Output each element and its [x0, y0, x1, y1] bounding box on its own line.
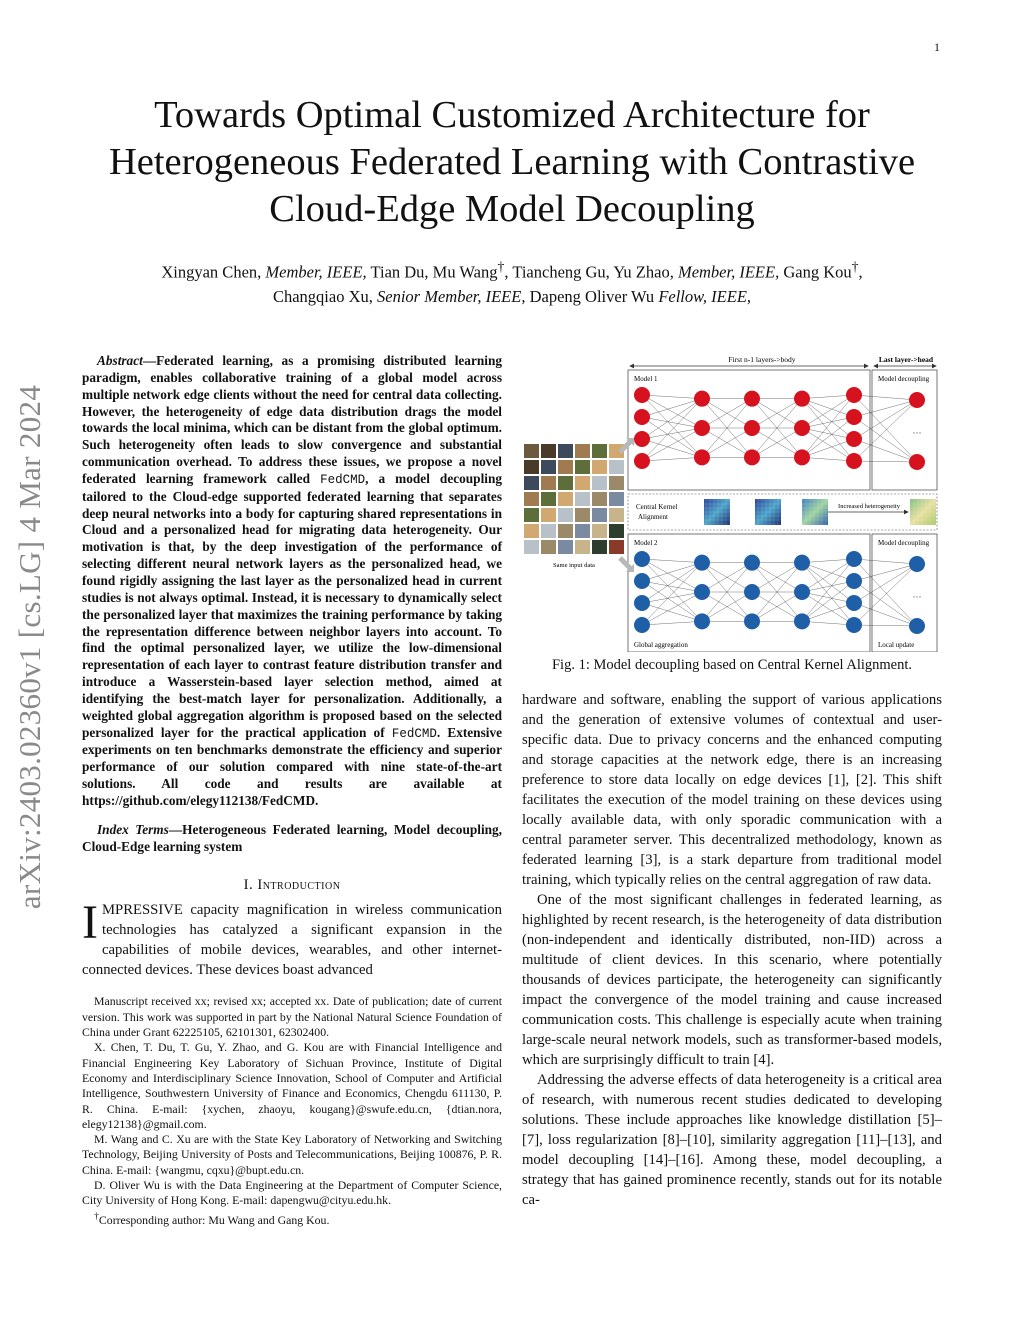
intro-paragraph-1 [82, 896, 502, 980]
input-thumbnail [524, 476, 539, 490]
input-data-label: Same input data [553, 562, 595, 569]
footnote: D. Oliver Wu is with the Data Engineering at the Department of Computer Science, City University of Hong Kong. E-mail: dapengwu@cityu.edu.hk. [82, 1178, 502, 1208]
model-2-node [694, 613, 710, 629]
index-terms-label: Index Terms [97, 821, 169, 837]
model-1-node [846, 453, 862, 469]
input-thumbnail [592, 444, 607, 458]
model-1-head-box [872, 370, 937, 490]
input-thumbnail [541, 492, 556, 506]
index-terms-text: —Heterogeneous Federated learning, Model decoupling, Cloud-Edge learning system [82, 821, 503, 854]
arxiv-id: arXiv:2403.02360v1 [cs.LG] 4 Mar 2024 [12, 384, 47, 910]
intro-paragraph-1-continued: hardware and software, enabling the support of various applications and the generation of extensive volumes of contextual and user-specific data. Due to privacy concerns and the enhanced computing and storage capacities at the network edge, there is an increasing preference to store data locally on edge devices [1], [2]. This shift facilitates the execution of the model training on these devices using locally available data, with only sporadic communication with a central parameter server. This decentralized methodology, known as federated learning [3], is a stark departure from traditional model training, which typically relies on the central aggregation of raw data. [522, 692, 942, 888]
model-2-node [794, 584, 810, 600]
model-2-node [744, 584, 760, 600]
section-heading [82, 875, 502, 895]
model-2-node [846, 573, 862, 589]
model-1-node [744, 420, 760, 436]
model-1-edge [642, 395, 702, 457]
footnotes [82, 994, 502, 1227]
footnote: M. Wang and C. Xu are with the State Key Laboratory of Networking and Switching Technology, Beijing University of Posts and Telecommunications, Beijing 100876, P. R. China. E-mail: {wangmu, cqxu}@bupt.edu.cn. [82, 1132, 502, 1177]
footnote [82, 1209, 502, 1228]
model-2-edge [642, 621, 702, 625]
cka-label-line-1: Central Kernel [636, 503, 678, 511]
dropcap: I [82, 896, 98, 950]
model-2-head-node [909, 556, 925, 572]
paragraph-text: MPRESSIVE capacity magnification in wireless communication technologies has catalyzed a significant expansion in the capabilities of mobile devices, wearables, and other internet-connected devices. These devices boast advanced [82, 902, 502, 979]
model-2-edge [854, 625, 917, 626]
model-2-node [694, 555, 710, 571]
model-1-edge [642, 395, 702, 399]
model-2-node [744, 555, 760, 571]
author-text: Changqiao Xu, [272, 286, 377, 306]
input-thumbnail [609, 540, 624, 554]
author-affil: Member, IEEE, [265, 262, 367, 282]
input-thumbnail [558, 508, 573, 522]
figure-1 [522, 352, 942, 652]
model-1-edge [854, 400, 917, 439]
input-thumbnail [575, 476, 590, 490]
footnote: Manuscript received xx; revised xx; accepted xx. Date of publication; date of current version. This work was supported in part by the National Natural Science Foundation of China under Grant 62225105, 62101301, 62302400. [82, 994, 502, 1040]
input-thumbnail [609, 524, 624, 538]
dagger-mark: † [851, 259, 859, 274]
model-2-head-node [909, 618, 925, 634]
model-2-node [846, 595, 862, 611]
abstract [82, 353, 502, 810]
model-2-node [794, 555, 810, 571]
model-2-edge [854, 559, 917, 564]
input-thumbnail [558, 540, 573, 554]
model-2-node [846, 617, 862, 633]
page-number: 1 [934, 40, 940, 54]
heterogeneity-label: Increased heterogeneity [838, 503, 900, 510]
local-update-label: Local update [878, 641, 915, 649]
input-thumbnail [541, 508, 556, 522]
input-thumbnail [609, 460, 624, 474]
input-thumbnail [524, 492, 539, 506]
model-1-node [694, 420, 710, 436]
input-thumbnail [575, 460, 590, 474]
heatmap-grid [704, 499, 730, 525]
input-thumbnail [575, 540, 590, 554]
right-column [522, 690, 942, 1210]
input-thumbnail [524, 540, 539, 554]
input-thumbnail [558, 444, 573, 458]
arxiv-stamp [4, 362, 56, 932]
input-thumbnail [609, 476, 624, 490]
model-1-node [794, 449, 810, 465]
abstract-text: , a model decoupling tailored to the Cloud-edge supported federated learning that separates deep neural networks into a body for capturing shared representations in Cloud and a personalized head for migrating data heterogeneity. Our motivation is that, by the deep investigation of the performance of selecting different neural network layers as the personalized head, we found rigidly assigning the last layer as the personalized head in current studies is not always optimal. Instead, it is necessary to dynamically select the personalized layer that maximizes the training performance by taking the representation difference between neighbor layers into account. To find the optimal personalized layer, we utilize the low-dimensional representation of each layer to contrast feature distribution transfer and introduce a Wasserstein-based layer selection method, aimed at identifying the best-match layer for personalization. Additionally, a weighted global aggregation algorithm is proposed based on the selected personalized layer for the practical application of [82, 470, 502, 740]
author-text: , Tiancheng Gu, Yu Zhao, [504, 262, 678, 282]
model-1-node [846, 431, 862, 447]
input-thumbnail [524, 508, 539, 522]
input-thumbnail [592, 492, 607, 506]
model-2-node [744, 613, 760, 629]
model-decoupling-label-2: Model decoupling [878, 539, 930, 547]
abstract-code: FedCMD [391, 726, 437, 741]
model-1-head-node [909, 454, 925, 470]
model-2-label: Model 2 [634, 539, 658, 547]
author-affil: Member, IEEE, [677, 262, 780, 282]
input-thumbnail [575, 508, 590, 522]
model-1-edge [642, 457, 702, 461]
model-2-edge [854, 603, 917, 626]
author-line-2 [70, 285, 954, 309]
left-column [82, 353, 502, 1228]
input-thumbnail [592, 524, 607, 538]
head-label: Last layer->head [878, 355, 934, 364]
model-decoupling-label-1: Model decoupling [878, 375, 930, 383]
model-2-edge [854, 564, 917, 603]
model-1-node [694, 449, 710, 465]
heatmap-grid [910, 499, 936, 525]
input-thumbnail [558, 492, 573, 506]
footnote-text: Corresponding author: Mu Wang and Gang Kou. [98, 1212, 330, 1227]
model-1-edge [854, 417, 917, 462]
model-2-node [634, 573, 650, 589]
model-2-network [634, 551, 925, 634]
input-thumbnail [592, 508, 607, 522]
model-2-node [846, 551, 862, 567]
author-line-1 [70, 255, 954, 285]
model-1-edge [854, 395, 917, 400]
input-thumbnail [575, 444, 590, 458]
input-thumbnail [558, 476, 573, 490]
model-1-node [634, 431, 650, 447]
author-text: Xingyan Chen, [161, 262, 266, 282]
global-aggregation-label: Global aggregation [634, 641, 688, 649]
model-2-head-box [872, 534, 937, 652]
intro-paragraph-2: One of the most significant challenges in federated learning, as highlighted by recent research, is the heterogeneity of data distribution (non-independent and identically distributed, non-IID) across a multitude of client devices. In this scenario, where potentially thousands of devices participate, the heterogeneity can significantly impact the convergence of the model training and cause increased communication costs. This challenge is especially acute when training large-scale neural network models, such as transformer-based models, which are surprisingly difficult to train [4]. [522, 892, 942, 1068]
input-thumbnail [592, 540, 607, 554]
model-decoupling-diagram [522, 352, 942, 652]
heatmap-grid [802, 499, 828, 525]
input-thumbnail [541, 524, 556, 538]
model-1-edge [854, 400, 917, 417]
section-number: I. [243, 877, 258, 894]
author-affil: Fellow, IEEE, [658, 286, 752, 306]
input-thumbnail [592, 476, 607, 490]
model-1-edge [854, 439, 917, 462]
input-thumbnail [524, 460, 539, 474]
model-1-label: Model 1 [634, 375, 658, 383]
model-1-node [634, 409, 650, 425]
input-thumbnail [592, 460, 607, 474]
model-1-node [846, 409, 862, 425]
author-affil: Senior Member, IEEE, [377, 286, 526, 306]
model-1-node [744, 449, 760, 465]
model-2-node [794, 613, 810, 629]
model-1-node [846, 387, 862, 403]
abstract-code: FedCMD [320, 472, 366, 487]
model-1-node [744, 391, 760, 407]
abstract-label: Abstract [97, 353, 143, 368]
input-thumbnail [609, 492, 624, 506]
author-text: Tian Du, Mu Wang [366, 262, 498, 282]
heatmap-grid [755, 499, 781, 525]
model-1-node [794, 420, 810, 436]
input-thumbnail [541, 460, 556, 474]
model-2-node [634, 617, 650, 633]
model-2-edge [642, 563, 702, 625]
cka-label-line-2: Alignment [638, 513, 668, 521]
input-thumbnail [541, 540, 556, 554]
model-1-node [694, 391, 710, 407]
model-2-node [634, 551, 650, 567]
author-text: Dapeng Oliver Wu [525, 286, 659, 306]
dagger-mark: † [94, 1210, 99, 1222]
input-thumbnail [524, 524, 539, 538]
ellipsis-icon: ··· [912, 428, 922, 438]
section-title: Introduction [257, 877, 341, 894]
input-image-grid [524, 444, 624, 554]
model-1-head-node [909, 392, 925, 408]
model-1-edge [642, 399, 702, 461]
input-thumbnail [524, 444, 539, 458]
body-label: First n-1 layers->body [728, 355, 796, 364]
model-1-node [634, 453, 650, 469]
model-1-edge [854, 461, 917, 462]
model-2-edge [854, 564, 917, 581]
model-2-edge [642, 559, 702, 563]
model-1-node [794, 391, 810, 407]
input-thumbnail [609, 508, 624, 522]
input-thumbnail [575, 492, 590, 506]
author-text: Gang Kou [779, 262, 852, 282]
model-2-node [634, 595, 650, 611]
input-thumbnail [558, 460, 573, 474]
input-thumbnail [558, 524, 573, 538]
footnote: X. Chen, T. Du, T. Gu, Y. Zhao, and G. Kou are with Financial Intelligence and Financial Engineering Key Laboratory of Sichuan Province, Institute of Digital Economy and Interdisciplinary Science Innovation, School of Computer and Artificial Intelligence, Southwestern University of Finance and Economics, Chengdu 611130, P. R. China. E-mail: {xychen, zhaoyu, kougang}@swufe.edu.cn, {dtian.nora, elegy12138}@gmail.com. [82, 1040, 502, 1131]
model-1-network [634, 387, 925, 470]
dagger-mark: † [497, 259, 505, 274]
abstract-text: . Extensive experiments on ten benchmarks demonstrate the efficiency and superior performance of our solution compared with nine state-of-the-art solutions. All code and results are available at https://github.com/elegy112138/FedCMD. [82, 724, 502, 808]
input-thumbnail [541, 444, 556, 458]
model-2-edge [642, 559, 702, 621]
author-list [70, 255, 954, 309]
input-thumbnail [575, 524, 590, 538]
input-thumbnail [541, 476, 556, 490]
abstract-text: —Federated learning, as a promising distributed learning paradigm, enables collaborative training of a global model across multiple network edge clients without the need for central data collecting. However, the heterogeneity of edge data distribution drags the model towards the local minima, which can be distant from the global optimum. Such heterogeneity often leads to slow convergence and substantial communication overhead. To address these issues, we propose a novel federated learning framework called [82, 353, 502, 486]
model-2-node [694, 584, 710, 600]
model-1-node [634, 387, 650, 403]
author-text: , [858, 262, 863, 282]
ellipsis-icon: ··· [912, 592, 922, 602]
figure-caption: Fig. 1: Model decoupling based on Central Kernel Alignment. [551, 657, 913, 673]
index-terms [82, 822, 502, 856]
model-2-edge [854, 581, 917, 626]
paper-title: Towards Optimal Customized Architecture for Heterogeneous Federated Learning with Contrastive Cloud-Edge Model Decoupling [108, 94, 916, 230]
intro-paragraph-3: Addressing the adverse effects of data heterogeneity is a critical area of research, with numerous recent studies dedicated to developing solutions. These include approaches like knowledge distillation [5]–[7], loss regularization [8]–[10], similarity aggregation [11]–[13], and model decoupling [14]–[16]. Among these, model decoupling, a strategy that has gained prominence recently, stands out for its notable ca- [522, 1072, 942, 1208]
